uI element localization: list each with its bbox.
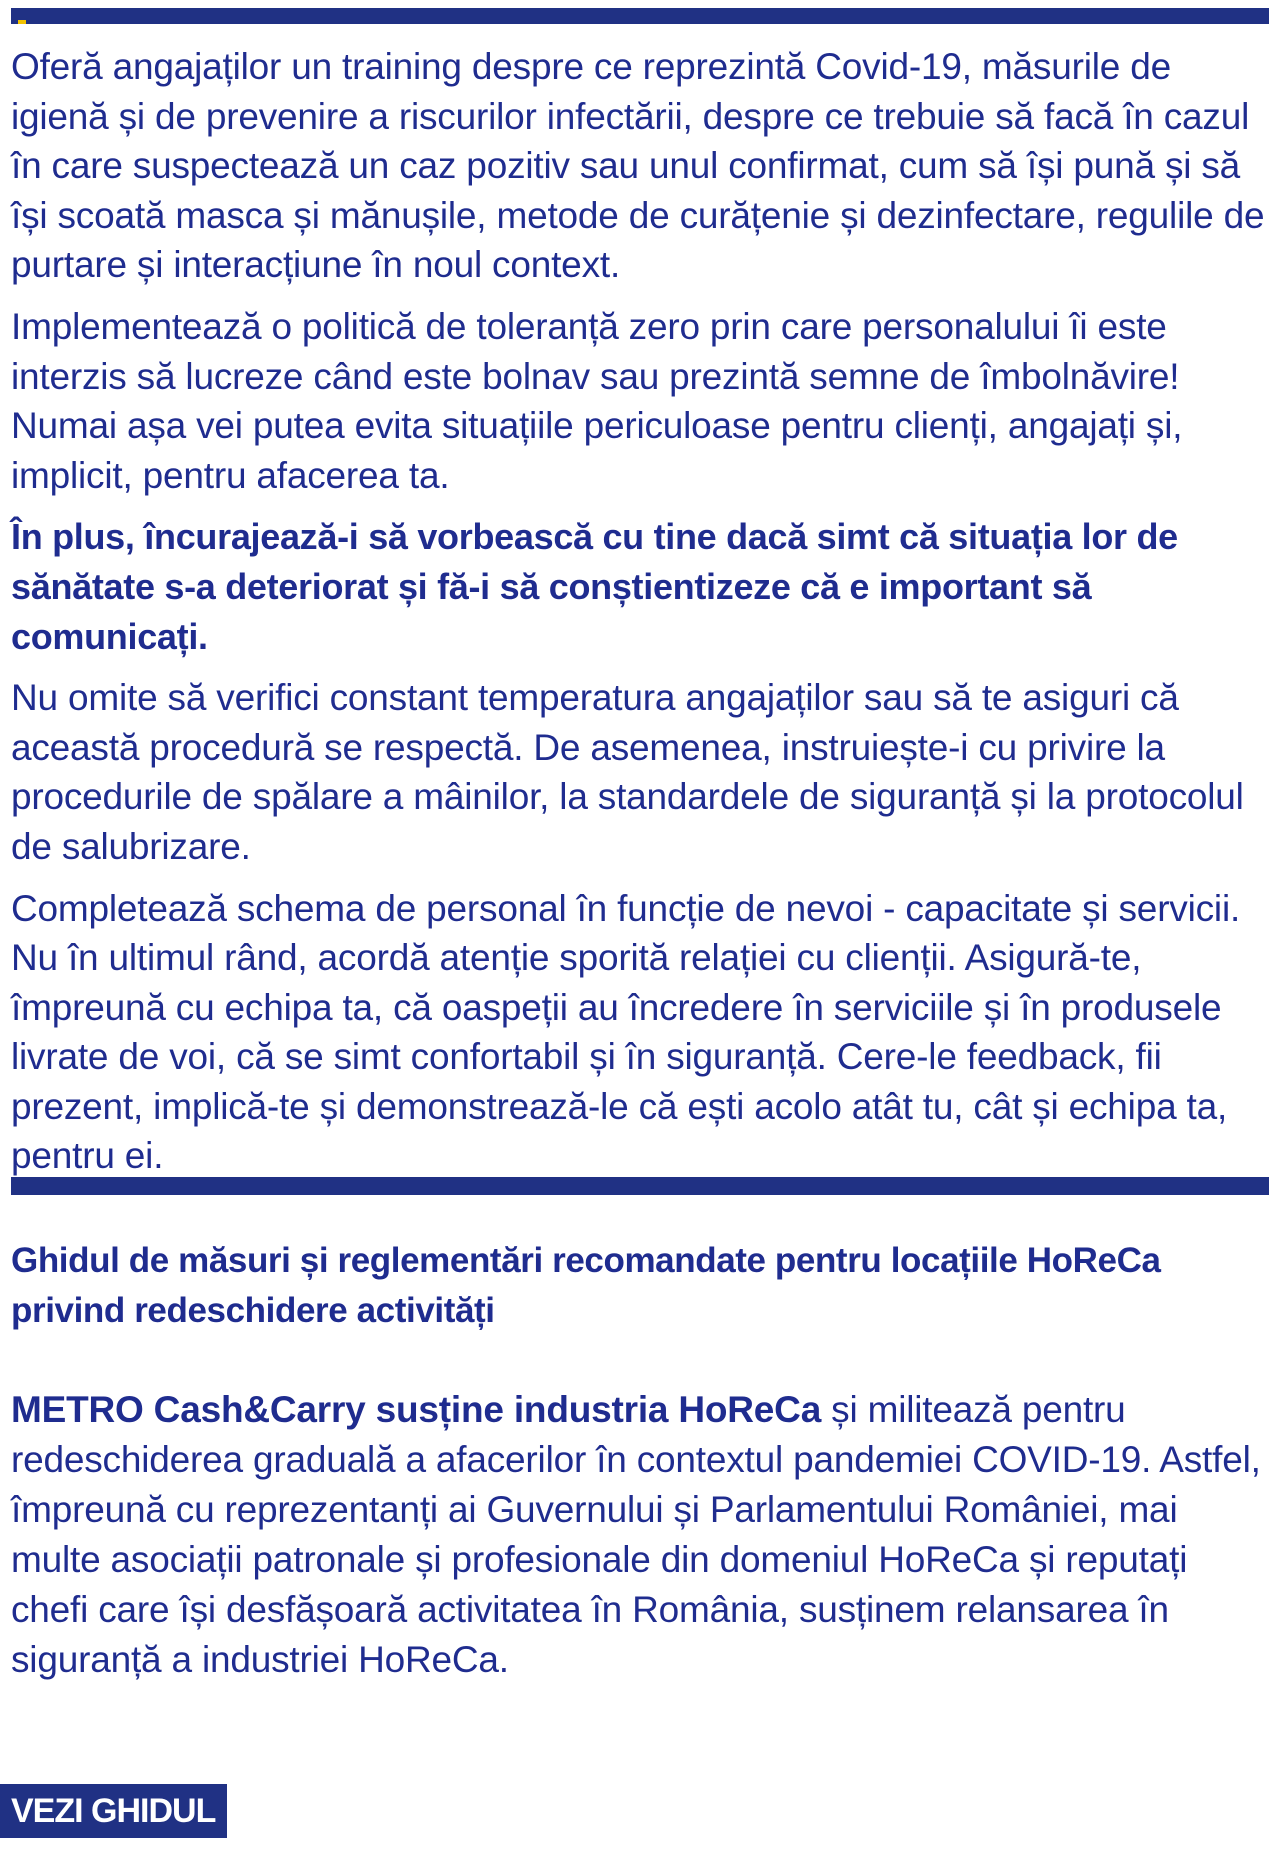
- guide-highlight: METRO Cash&Carry susține industria HoReCa: [11, 1389, 822, 1430]
- paragraph-staffing: Completează schema de personal în funcție de nevoi - capacitate și servicii. Nu în ultimul rând, acordă atenție sporită relației cu clienții. Asigură-te, împreună cu echipa ta, că oaspeții au încredere în serviciile și în produsele livrate de voi, că se simt confortabil și în siguranță. Cere-le feedback, fii prezent, implică-te și demonstrează-le că ești acolo atât tu, cât și echipa ta, pentru ei.: [11, 887, 1241, 1177]
- view-guide-button[interactable]: [0, 1784, 227, 1838]
- view-guide-label: VEZI GHIDUL: [11, 1792, 216, 1830]
- paragraph-zero-tolerance: Implementează o politică de toleranță zero prin care personalului îi este interzis să lucreze când este bolnav sau prezintă semne de îmbolnăvire! Numai așa vei putea evita situațiile periculoase pentru clienți, angajați și, implicit, pentru afacerea ta.: [11, 305, 1183, 496]
- paragraph-temperature-check: Nu omite să verifici constant temperatura angajaților sau să te asiguri că această procedură se respectă. De asemenea, instruiește-i cu privire la procedurile de spălare a mâinilor, la standardele de siguranță și la protocolul de salubrizare.: [11, 677, 1244, 867]
- guide-description: [11, 1385, 1269, 1685]
- paragraph-encourage-communication: În plus, încurajează-i să vorbească cu tine dacă simt că situația lor de sănătate s-a deteriorat și fă-i să conștientizeze că e important să comunicați.: [11, 516, 1178, 657]
- section-divider: [11, 1177, 1269, 1195]
- guide-title: Ghidul de măsuri și reglementări recomandate pentru locațiile HoReCa privind redeschidere activități: [11, 1241, 1161, 1330]
- top-divider: [11, 8, 1269, 24]
- small-marker: [18, 20, 26, 24]
- guide-body: și militează pentru redeschiderea graduală a afacerilor în contextul pandemiei COVID-19. Astfel, împreună cu reprezentanți ai Guvernului și Parlamentului României, mai multe asociații patronale și profesionale din domeniul HoReCa și reputați chefi care își desfășoară activitatea în România, susținem relansarea în siguranță a industriei HoReCa.: [11, 1389, 1261, 1680]
- article-content: [11, 42, 1269, 1181]
- paragraph-training: Oferă angajaților un training despre ce reprezintă Covid-19, măsurile de igienă și de prevenire a riscurilor infectării, despre ce trebuie să facă în cazul în care suspectează un caz pozitiv sau unul confirmat, cum să își pună și să își scoată masca și mănușile, metode de curățenie și dezinfectare, regulile de purtare și interacțiune în noul context.: [11, 46, 1265, 286]
